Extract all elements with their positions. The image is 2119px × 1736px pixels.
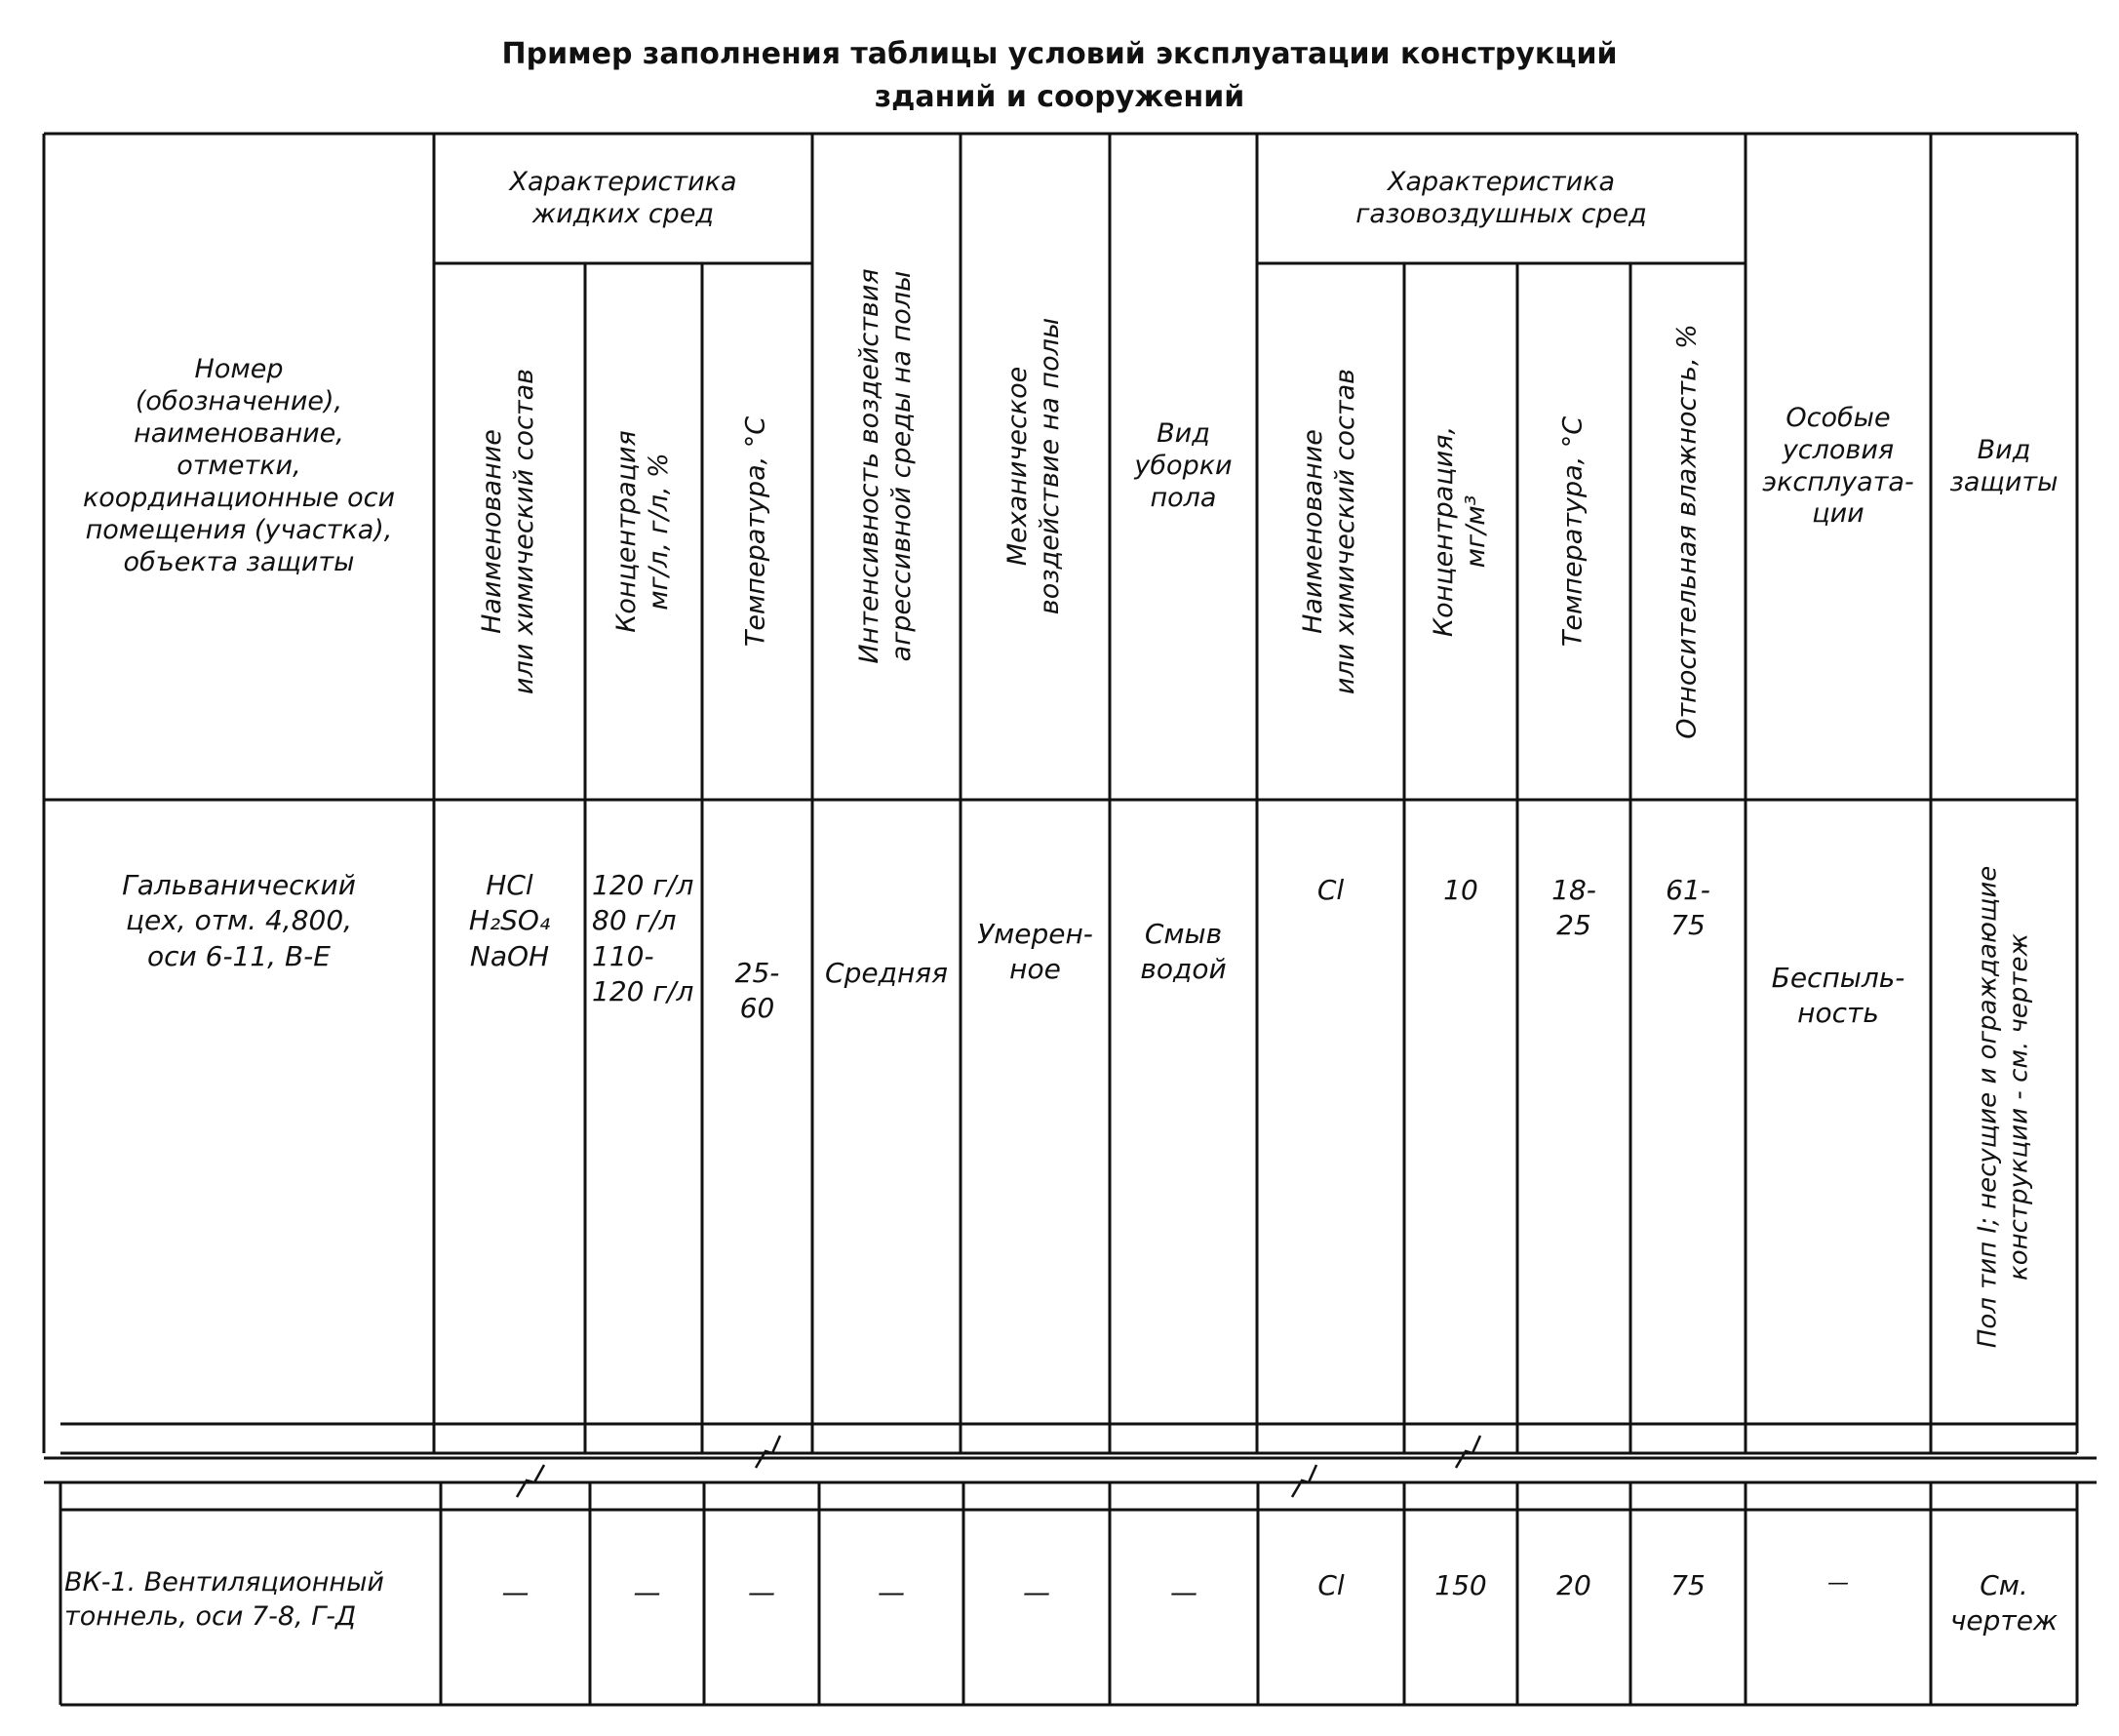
row1-liquid-concentration: 120 г/л 80 г/л 110- 120 г/л	[592, 869, 694, 1008]
row1-special: Беспыль- ность	[1771, 962, 1905, 1030]
row1-gas-humidity: 61- 75	[1666, 874, 1710, 942]
header-gas-group: Характеристика газовоздушных сред	[1355, 166, 1647, 229]
row1-intensity: Средняя	[825, 957, 948, 989]
row1-liquid-temperature: 25- 60	[734, 957, 780, 1025]
row1-mechanical: Умерен- ное	[977, 918, 1093, 986]
header-gas-name: Наименование или химический состав	[1298, 368, 1360, 695]
header-gas-temperature: Температура, °С	[1557, 415, 1589, 648]
header-special: Особые условия эксплуата- ции	[1762, 402, 1914, 530]
header-cleaning: Вид уборки пола	[1134, 418, 1233, 513]
row2-liquid-name: —	[501, 1576, 530, 1608]
document-title-line-1: Пример заполнения таблицы условий эксплуатации конструкций	[501, 37, 1618, 71]
document-title-line-2: зданий и сооружений	[874, 80, 1245, 114]
row2-mechanical: —	[1023, 1576, 1050, 1608]
header-object: Номер (обозначение), наименование, отметки, координационные оси помещения (участка), объекта защиты	[82, 354, 396, 577]
header-liquid-name: Наименование или химический состав	[477, 368, 539, 695]
row2-gas-temperature: 20	[1556, 1569, 1591, 1601]
row1-cleaning: Смыв водой	[1140, 918, 1227, 986]
row2-gas-concentration: 150	[1434, 1569, 1487, 1601]
row2-protection: См. чертеж	[1949, 1569, 2059, 1637]
row2-gas-humidity: 75	[1670, 1569, 1706, 1601]
header-liquid-concentration: Концентрация мг/л, г/л, %	[611, 430, 674, 633]
row1-object: Гальванический цех, отм. 4,800, оси 6-11, В-Е	[122, 869, 356, 972]
row2-intensity: —	[878, 1576, 905, 1608]
row2-gas-name: Cl	[1317, 1569, 1345, 1601]
header-protection: Вид защиты	[1949, 434, 2059, 497]
row1-gas-name: Cl	[1316, 874, 1345, 906]
header-gas-concentration: Концентрация, мг/м³	[1429, 425, 1491, 638]
row1-protection: Пол тип I; несущие и ограждающие конструкции - см. чертеж	[1973, 865, 2033, 1349]
row2-special: —	[1827, 1571, 1849, 1596]
header-gas-humidity: Относительная влажность, %	[1671, 324, 1703, 739]
header-liquid-temperature: Температура, °С	[740, 415, 771, 648]
row2-liquid-concentration: —	[633, 1576, 661, 1608]
header-liquid-group: Характеристика жидких сред	[509, 166, 737, 229]
row2-object: ВК-1. Вентиляционный тоннель, оси 7-8, Г-Д	[64, 1567, 384, 1633]
row2-liquid-temperature: —	[748, 1576, 775, 1608]
row1-gas-concentration: 10	[1443, 874, 1478, 906]
row1-gas-temperature: 18- 25	[1551, 874, 1596, 942]
header-intensity: Интенсивность воздействия агрессивной среды на полы	[854, 268, 917, 664]
row1-liquid-name: HCl H₂SO₄ NaOH	[468, 869, 551, 972]
row2-cleaning: —	[1170, 1576, 1197, 1608]
header-mechanical: Механическое воздействие на полы	[1002, 317, 1065, 615]
